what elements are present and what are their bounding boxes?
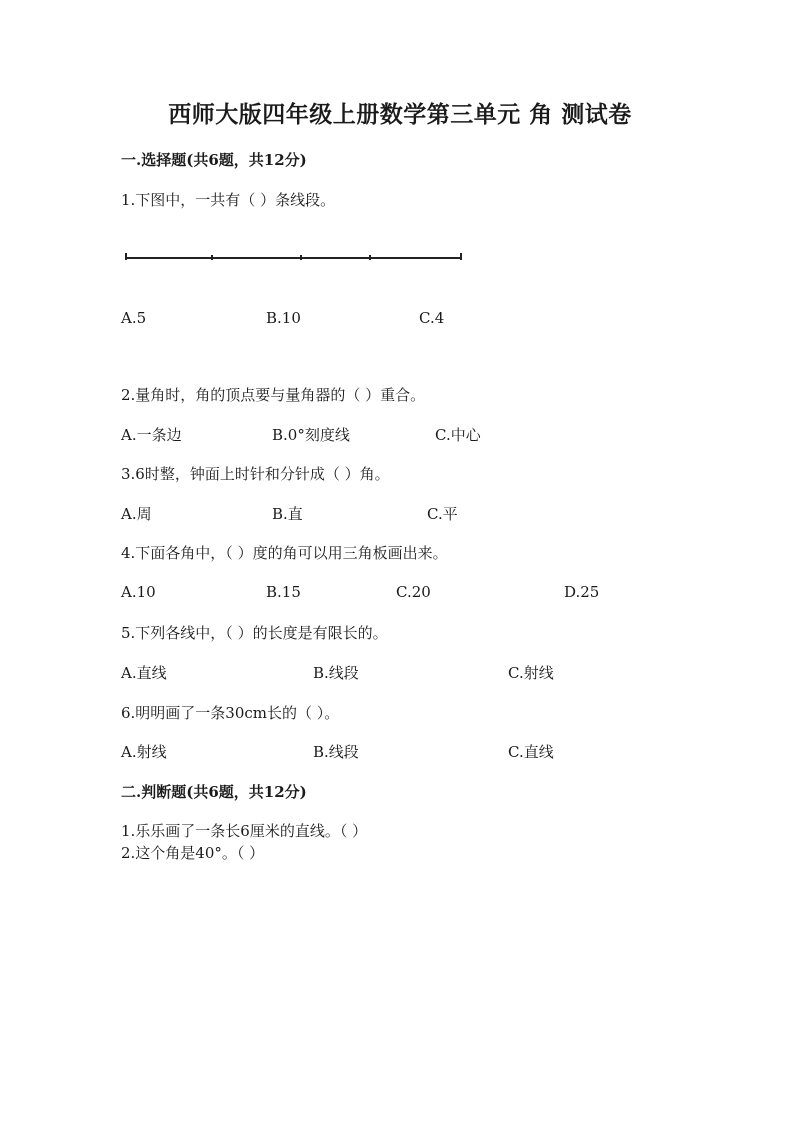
question-2: 2.量角时，角的顶点要与量角器的（ ）重合。: [121, 386, 426, 404]
page-title: 西师大版四年级上册数学第三单元 角 测试卷: [168, 101, 632, 128]
option-1b: B.10: [266, 309, 301, 327]
option-4b: B.15: [266, 583, 301, 601]
option-3b: B.直: [272, 505, 303, 523]
section-heading-judgement: 二.判断题(共6题，共12分): [121, 783, 307, 801]
section-heading-choice: 一.选择题(共6题，共12分): [121, 151, 307, 169]
option-6a: A.射线: [121, 743, 167, 761]
judgement-question-2: 2.这个角是40°。（ ）: [121, 844, 265, 862]
option-1a: A.5: [121, 309, 147, 327]
option-2b: B.0°刻度线: [272, 426, 350, 444]
option-5b: B.线段: [313, 664, 359, 682]
judgement-question-1: 1.乐乐画了一条长6厘米的直线。（ ）: [121, 822, 368, 840]
question-6: 6.明明画了一条30cm长的（ ）。: [121, 704, 340, 722]
question-1: 1.下图中，一共有（ ）条线段。: [121, 191, 336, 209]
option-2c: C.中心: [435, 426, 481, 444]
option-2a: A.一条边: [121, 426, 182, 444]
option-3a: A.周: [121, 505, 152, 523]
option-6c: C.直线: [508, 743, 554, 761]
option-5c: C.射线: [508, 664, 554, 682]
question-4: 4.下面各角中，（ ）度的角可以用三角板画出来。: [121, 544, 448, 562]
line-segment-figure: [124, 248, 464, 264]
option-1c: C.4: [419, 309, 445, 327]
option-5a: A.直线: [121, 664, 167, 682]
option-4a: A.10: [121, 583, 156, 601]
option-3c: C.平: [427, 505, 458, 523]
option-4c: C.20: [396, 583, 431, 601]
option-4d: D.25: [564, 583, 600, 601]
question-5: 5.下列各线中，（ ）的长度是有限长的。: [121, 624, 388, 642]
question-3: 3.6时整，钟面上时针和分针成（ ）角。: [121, 465, 390, 483]
option-6b: B.线段: [313, 743, 359, 761]
